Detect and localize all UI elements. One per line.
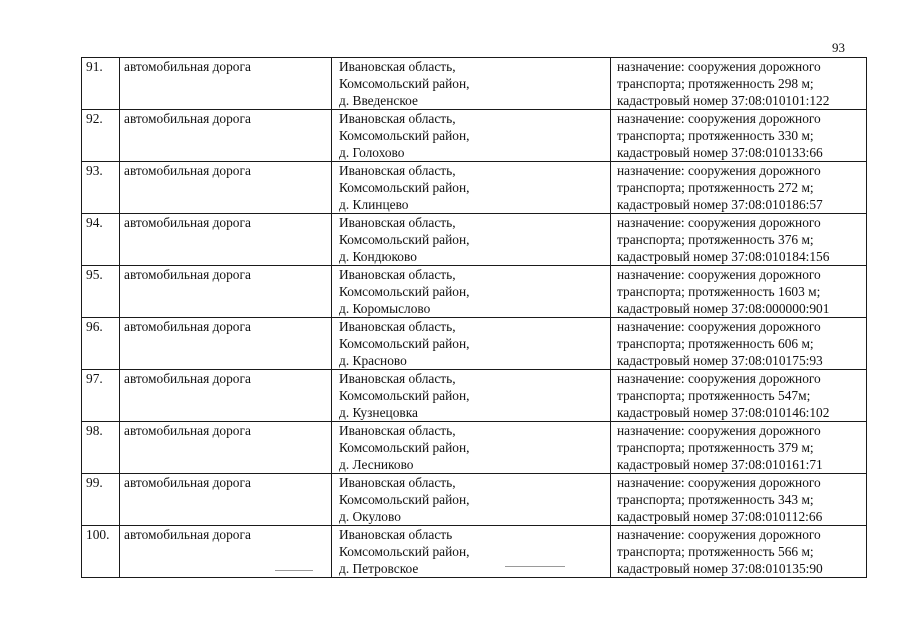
- row-number-cell: [82, 422, 120, 474]
- registry-body: [82, 58, 867, 578]
- address-line: Ивановская область,: [339, 423, 456, 438]
- description-cell: [611, 474, 867, 526]
- description-line: назначение: сооружения дорожного: [617, 59, 821, 74]
- description-cell: [611, 526, 867, 578]
- row-number: 91.: [86, 59, 103, 74]
- row-number-cell: [82, 474, 120, 526]
- address-line: Ивановская область,: [339, 59, 456, 74]
- address-line: д. Окулово: [339, 509, 401, 524]
- address-cell: [332, 110, 611, 162]
- address-line: Ивановская область,: [339, 371, 456, 386]
- object-name-cell: [120, 474, 332, 526]
- row-number-cell: [82, 58, 120, 110]
- address-line: Ивановская область,: [339, 111, 456, 126]
- object-name: автомобильная дорога: [124, 319, 251, 334]
- address-line: Комсомольский район,: [339, 284, 470, 299]
- address-line: Комсомольский район,: [339, 388, 470, 403]
- description-cell: [611, 266, 867, 318]
- address-line: Комсомольский район,: [339, 492, 470, 507]
- row-number: 96.: [86, 319, 103, 334]
- description-line: транспорта; протяженность 379 м;: [617, 440, 814, 455]
- description-line: назначение: сооружения дорожного: [617, 163, 821, 178]
- address-cell: [332, 214, 611, 266]
- table-row: [82, 474, 867, 526]
- address-cell: [332, 162, 611, 214]
- table-row: [82, 318, 867, 370]
- description-line: назначение: сооружения дорожного: [617, 371, 821, 386]
- page-number: 93: [832, 40, 845, 55]
- description-line: кадастровый номер 37:08:010184:156: [617, 249, 830, 264]
- description-line: назначение: сооружения дорожного: [617, 423, 821, 438]
- address-cell: [332, 318, 611, 370]
- description-line: транспорта; протяженность 272 м;: [617, 180, 814, 195]
- address-line: Ивановская область,: [339, 163, 456, 178]
- description-line: транспорта; протяженность 376 м;: [617, 232, 814, 247]
- description-line: назначение: сооружения дорожного: [617, 267, 821, 282]
- object-name-cell: [120, 214, 332, 266]
- description-line: кадастровый номер 37:08:010175:93: [617, 353, 823, 368]
- object-name-cell: [120, 422, 332, 474]
- row-number-cell: [82, 318, 120, 370]
- table-row: [82, 162, 867, 214]
- address-line: д. Красново: [339, 353, 407, 368]
- address-cell: [332, 266, 611, 318]
- description-cell: [611, 214, 867, 266]
- row-number: 100.: [86, 527, 110, 542]
- object-name-cell: [120, 58, 332, 110]
- address-line: Ивановская область,: [339, 475, 456, 490]
- description-line: транспорта; протяженность 298 м;: [617, 76, 814, 91]
- description-cell: [611, 162, 867, 214]
- row-number: 92.: [86, 111, 103, 126]
- description-line: кадастровый номер 37:08:010135:90: [617, 561, 823, 576]
- object-name-cell: [120, 370, 332, 422]
- address-cell: [332, 474, 611, 526]
- object-name: автомобильная дорога: [124, 267, 251, 282]
- address-line: Комсомольский район,: [339, 440, 470, 455]
- object-name: автомобильная дорога: [124, 163, 251, 178]
- address-line: д. Коромыслово: [339, 301, 431, 316]
- description-line: транспорта; протяженность 1603 м;: [617, 284, 821, 299]
- address-line: д. Введенское: [339, 93, 418, 108]
- address-line: Комсомольский район,: [339, 336, 470, 351]
- address-line: Ивановская область,: [339, 319, 456, 334]
- row-number-cell: [82, 370, 120, 422]
- address-line: д. Клинцево: [339, 197, 409, 212]
- description-cell: [611, 422, 867, 474]
- object-name: автомобильная дорога: [124, 371, 251, 386]
- description-line: кадастровый номер 37:08:010112:66: [617, 509, 823, 524]
- row-number: 99.: [86, 475, 103, 490]
- object-name-cell: [120, 110, 332, 162]
- description-line: транспорта; протяженность 330 м;: [617, 128, 814, 143]
- row-number: 93.: [86, 163, 103, 178]
- table-row: [82, 266, 867, 318]
- description-line: назначение: сооружения дорожного: [617, 111, 821, 126]
- row-number: 98.: [86, 423, 103, 438]
- address-line: д. Лесниково: [339, 457, 414, 472]
- table-row: [82, 526, 867, 578]
- description-cell: [611, 110, 867, 162]
- object-name: автомобильная дорога: [124, 111, 251, 126]
- description-line: кадастровый номер 37:08:010146:102: [617, 405, 830, 420]
- address-line: Ивановская область,: [339, 267, 456, 282]
- object-name-cell: [120, 318, 332, 370]
- description-cell: [611, 318, 867, 370]
- address-cell: [332, 526, 611, 578]
- table-row: [82, 214, 867, 266]
- row-number-cell: [82, 110, 120, 162]
- row-number: 97.: [86, 371, 103, 386]
- road-registry-table: [81, 57, 867, 578]
- row-number-cell: [82, 214, 120, 266]
- description-line: назначение: сооружения дорожного: [617, 319, 821, 334]
- description-line: кадастровый номер 37:08:010161:71: [617, 457, 823, 472]
- description-line: транспорта; протяженность 343 м;: [617, 492, 814, 507]
- row-number-cell: [82, 162, 120, 214]
- address-line: д. Петровское: [339, 561, 419, 576]
- table-row: [82, 58, 867, 110]
- description-cell: [611, 58, 867, 110]
- address-cell: [332, 370, 611, 422]
- description-line: назначение: сооружения дорожного: [617, 475, 821, 490]
- object-name: автомобильная дорога: [124, 59, 251, 74]
- description-line: назначение: сооружения дорожного: [617, 527, 821, 542]
- description-cell: [611, 370, 867, 422]
- row-number-cell: [82, 266, 120, 318]
- address-cell: [332, 422, 611, 474]
- address-line: д. Голохово: [339, 145, 405, 160]
- address-line: Ивановская область: [339, 527, 453, 542]
- description-line: кадастровый номер 37:08:010186:57: [617, 197, 823, 212]
- table-row: [82, 370, 867, 422]
- description-line: транспорта; протяженность 547м;: [617, 388, 811, 403]
- row-number: 94.: [86, 215, 103, 230]
- row-number-cell: [82, 526, 120, 578]
- object-name: автомобильная дорога: [124, 423, 251, 438]
- address-line: Комсомольский район,: [339, 76, 470, 91]
- address-line: Комсомольский район,: [339, 128, 470, 143]
- object-name: автомобильная дорога: [124, 215, 251, 230]
- address-line: Ивановская область,: [339, 215, 456, 230]
- address-line: Комсомольский район,: [339, 180, 470, 195]
- description-line: кадастровый номер 37:08:000000:901: [617, 301, 830, 316]
- description-line: транспорта; протяженность 606 м;: [617, 336, 814, 351]
- address-line: Комсомольский район,: [339, 544, 470, 559]
- description-line: транспорта; протяженность 566 м;: [617, 544, 814, 559]
- table-row: [82, 110, 867, 162]
- object-name-cell: [120, 266, 332, 318]
- description-line: кадастровый номер 37:08:010101:122: [617, 93, 830, 108]
- scan-artifact-left: [275, 570, 313, 571]
- address-cell: [332, 58, 611, 110]
- description-line: кадастровый номер 37:08:010133:66: [617, 145, 823, 160]
- object-name: автомобильная дорога: [124, 527, 251, 542]
- address-line: д. Кузнецовка: [339, 405, 418, 420]
- description-line: назначение: сооружения дорожного: [617, 215, 821, 230]
- object-name-cell: [120, 162, 332, 214]
- object-name: автомобильная дорога: [124, 475, 251, 490]
- table-row: [82, 422, 867, 474]
- address-line: Комсомольский район,: [339, 232, 470, 247]
- row-number: 95.: [86, 267, 103, 282]
- scan-artifact-right: [505, 566, 565, 567]
- address-line: д. Кондюково: [339, 249, 417, 264]
